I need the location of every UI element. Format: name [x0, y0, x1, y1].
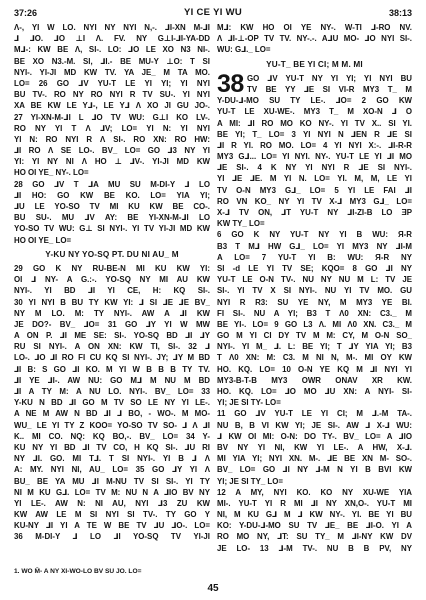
right-column-lines-after-opening	[217, 95, 412, 554]
page-number: 45	[207, 583, 219, 594]
text-line: XA BE KW LE Y⅃-, LE Y⅃ Ʌ XO JI GU JO-.	[14, 101, 210, 111]
text-line: BE YI; T_ LO= 3 YI NYI N ⅃EN R ⅃E SI	[217, 129, 412, 139]
left-column-lines-after-heading	[14, 263, 210, 543]
text-line: SI-. YI TV X SI NYI-. NU YI TV MO. GU	[217, 286, 412, 296]
text-line: A NE M AW N BD ⅃I ⅃ BO, - WO-. M MO-	[14, 409, 210, 419]
text-line: HO. KQ. LO= 10 O-N YE KQ M ⅃I NYI YI	[217, 364, 412, 374]
chapter-number: 38	[217, 69, 244, 98]
text-line: JE DO?- BV_ ⅃O= 31 GO ⅃Y YI W MW	[14, 319, 210, 329]
text-line: BE YI-. LO= 9 GO L3 Ʌ. MI Ʌ0 XN. C3._ M	[217, 319, 412, 329]
text-line: T Ʌ0 XN: M: C3. M NI N, M-. MI OY KW	[217, 353, 412, 363]
header-start-reference: 37:26	[14, 8, 38, 18]
text-line: KW AW LE M SI NYI SI TV-. TY GO Y	[14, 510, 210, 520]
text-line: BU TV-. RO NY RO NYI R TV SU-. YI NYI	[14, 90, 210, 100]
text-line: YI; JE SI TY- LO=	[217, 398, 281, 408]
text-line: 6 GO K NY YU-T NY YI B WU: Я-R	[217, 230, 412, 240]
text-line: B3 T M⅃ HW G⅃_ LO= YI MY3 NY ⅃I-M	[217, 241, 412, 251]
text-line: 29 GO K NY RU-BE-N MI KU KW YI:	[14, 263, 210, 273]
text-line: KU NY YI BD ⅃I TV CO, H KQ SI-. ⅃U RI	[14, 442, 210, 452]
footnote: 1. WO M̄- A NY XI-WO-LO BV SU JO. LO=	[14, 568, 142, 575]
text-line: ⅃I A TY M: A NU LO. NYI-. BV_ LO= 33	[14, 387, 210, 396]
text-line: ⅃E SI-. 4 K NY YI NYI R ⅃E SI NYI-.	[217, 163, 412, 173]
text-line: KU-NY ⅃I YI A TE W BE TV ⅃U ⅃O-. LO=	[14, 521, 210, 531]
text-line: YI N: RO NYI R Ʌ SI-. RO XN: RO HW:	[14, 134, 210, 144]
text-line: RO VN KO_ NY YI TV X-⅃ MY3 G⅃_ LO=	[217, 196, 412, 206]
text-line: ⅃U LE YO-SO TV MI KU KW BE CO-.	[14, 202, 210, 211]
text-line: TV O-N MY3 G⅃_ LO= 5 YI LE FAI ⅃I	[217, 185, 412, 195]
text-line: A ON P. ⅃I ME SE: SI-. YO-SQ BD ⅃I ⅃Y	[14, 331, 210, 341]
text-line: LO-. ⅃O ⅃I RO FI CU KQ SI NYI-. JY; ⅃Y M BD	[14, 353, 210, 363]
text-line: YI ⅃E ⅃E. M YI N. LO= YI. M, M, LE YI	[217, 174, 412, 184]
text-line: ⅃I B: S GO ⅃I KO. M YI W B B B TY TV.	[14, 364, 210, 374]
text-line: BV NY YI NI, KW YI LE-. A HW, X-⅃.	[217, 442, 412, 452]
text-line: YU-T LE XU-WE-. MY3 T_ M XO-N ⅃ O	[217, 107, 412, 117]
text-line: 28 GO ⅃V T ⅃A MU SU M-DI-Y ⅃ LO	[14, 179, 210, 189]
text-line: Y-DU-⅃-MO SU TY LE-. ⅃O= 2 GO KW	[217, 96, 412, 106]
text-line: GO M YI CI DY TV M M: CY, M O-N SO_	[217, 331, 412, 341]
text-line: NI M KU G⅃. LO= TV M: NU N A ⅃IO BV NY	[14, 487, 210, 497]
text-line: GO ⅃V YU-T NY YI YI; YI NYI BU	[247, 73, 412, 83]
text-line: BE XO N3.-M. SI, ⅃I.- BE MU-Y ⊥O: T SI	[14, 56, 210, 66]
running-header	[14, 7, 412, 19]
text-line: SI -d LE YI TV SE; KQO= 8 GO ⅃I NY	[217, 263, 412, 273]
text-line: K.. MI CO. NQ: KQ BO,-. BV_ LO= 34 Y-	[14, 431, 210, 441]
left-text-column	[14, 22, 210, 543]
text-line: HO OI YE_ LO=	[14, 235, 72, 245]
header-end-reference: 38:13	[388, 8, 412, 18]
text-line: M⅃-: KW BE Ʌ, SI-. LO: ⅃O LE XO N3 NI-.	[14, 45, 210, 55]
text-line: A MI: ⅃I RO MO KO NY-. YI TV X.. SI YI.	[217, 118, 412, 128]
text-line: LO= 26 GO ⅃V YU-T LE YI YI; YI NYI	[14, 78, 210, 88]
left-column-lines-before-heading	[14, 22, 210, 246]
text-line: NI, M KU G⅃ M ⅃ KW NY-. YI. BE YI BU	[217, 510, 412, 520]
text-line: BV_ LO= GO ⅃I NY ⅃-M N YI B BVI KW	[217, 465, 412, 475]
text-line: YI: YI NY NI Ʌ HO ⊥ ⅃V-. YI-JI MD KW	[14, 157, 210, 167]
text-line: 27 YI-XN-M-⅃I L ⅃O TV WU: G⊥I KO LV-.	[14, 112, 210, 122]
text-line: BU_ BE YA MU ⅃I M-NU TV SI SI-. YI TY	[14, 476, 210, 486]
text-line: YO-SO TV WU: G⊥ SI NYI-. YI TV YI-JI MD KW	[14, 224, 210, 234]
section-heading: YU-T_ BE YI CI; M M. MI	[266, 59, 363, 69]
text-line: NYI-. YI M_ ⅃. L: BE YI; T ⅃Y YIA YI; B3	[217, 342, 412, 352]
text-line: RU SI NYI-. A ON XN: KW TI, SI-. 32 ⅃	[14, 342, 210, 352]
text-line: YI; JE SI TY_ LO=	[217, 476, 283, 486]
text-line: JE LO- 13 ⅃-M TV-. NU B B PV, NY	[217, 543, 412, 553]
text-line: ⅃ ⅃O. ⅃O ⊥I Ʌ. FV. NY G⊥I-⅃I-YA-DD	[14, 34, 210, 44]
text-line: Ʌ-, YI W LO. NYI NY NYI N,-. ⅃I-XN M-⅃I	[14, 23, 210, 32]
right-column-lines-before-heading	[217, 22, 412, 56]
text-line: A: MY. NYI NI, AU_ LO= 35 GO ⅃Y YI Ʌ	[14, 465, 210, 475]
text-line: YI LE-. AW N: NI AU, NYI ⅃3 ZU KW	[14, 498, 210, 508]
chapter-opening-lines	[247, 73, 412, 95]
text-line: HO OI YE_ NY-. LO=	[14, 168, 89, 178]
book-title: YI CE YI WU	[183, 7, 243, 18]
text-line: KW TY_ LO=	[217, 219, 265, 229]
text-line: 12 A MY, NYI KO. KO NY XU-WE YIA	[217, 487, 412, 497]
text-line: WU: G⅃._ LO=	[217, 45, 271, 55]
text-line: YU-T LE O-N TV-. NU NY NU M L: TV JE	[217, 275, 412, 285]
text-line: Ʌ ⅃I-⊥-OP TV TV. NY-.-. A⅃U MO- ⅃O NYI SI-.	[217, 34, 412, 44]
text-line: NU B, B VI KW YI; JE SI-. AW ⅃ X-⅃ WU:	[217, 420, 412, 430]
text-line: HO. KQ. LO= ⅃O MO ⅃U XN: A NYI- SI-	[217, 387, 412, 397]
text-line: MI YIA YI; NYI XN. M-. ⅃E BE XN M- SO-.	[217, 454, 412, 464]
text-line: X-⅃ TV ON, ⅃T YU-T NY ⅃I-ZI-B LO ƎP	[217, 208, 412, 218]
text-line: OI ⅃ NY- A G.:-. YO-SQ NY MI AU KW	[14, 275, 210, 285]
text-line: ⅃ KW OI MI: O-N: DO TY-. BV_ LO= A ⅃IO	[217, 431, 412, 441]
text-line: RO NY YI T Ʌ ⅃V; LO= YI N: YI NYI	[14, 123, 210, 133]
text-line: ⅃I RO Ʌ SE LO-. BV_ LO= GO ⅃3 NY YI	[14, 146, 210, 156]
text-line: FI SI-. NU A YI; B3 T Ʌ0 XN: C3._ M	[217, 308, 412, 318]
text-line: BU SU-. MU ⅃V AY: BE YI-XN-M-⅃I LO	[14, 213, 210, 223]
text-line: ⅃I HO: GO KW BE KO. LO= YIA YI;	[14, 190, 210, 200]
text-line: 36 M-DI-Y ⅃ LO ⅃I YO-SQ TV YI-JI	[14, 532, 210, 542]
text-line: NYI-. YI-JI MD KW TV. YA JE_ M TA MO.	[14, 67, 210, 77]
text-line: NY ⅃I. GO. MI T⅃. T SI NYI-. YI B ⅃ Ʌ	[14, 454, 210, 464]
chapter-opening	[217, 69, 412, 98]
text-line: NY M LO. M: TY NYI-. AW A ⅃I KW	[14, 308, 210, 318]
text-line: KO: Y-DU-⅃-MO SU TV ⅃E_ BE ⅃I-O. YI A	[217, 521, 412, 531]
text-line: NYI R R3: SU YE NY, M MY3 YE BI.	[217, 297, 412, 307]
text-line: MY3-B-T-B MY3 OWR ONAV XR KW.	[217, 375, 412, 385]
text-line: Y-KU N BD ⅃I GO M TV SO LE NY YI LE-.	[14, 398, 210, 408]
text-line: 30 YI NYI B BU TY KW YI: ⅃ SI ⅃E ⅃E BV_	[14, 297, 210, 307]
text-line: MI-. YU-T YI R MI ⅃I NY XN,O-. YU-T MI	[217, 498, 412, 508]
text-line: MY3 G⅃... LO= YI NYI. NY-. YU-T LE YI ⅃I MO	[217, 152, 412, 162]
text-line: NYI-. YI BD ⅃I YI CE, H: KQ SI-.	[14, 286, 210, 296]
text-line: ⅃I R YI. RO MO. LO= 4 YI NYI X:-. ⅃I-R-R	[217, 140, 412, 150]
text-line: A LO= 7 YU-T YI B: WU: Я-R NY	[217, 252, 412, 262]
text-line: RO MO NY, ⅃T: SU TY_ M ⅃I-NY KW DV	[217, 532, 412, 542]
text-line: TV BE YY ⅃E SI VI-R MY3 T_ M	[247, 84, 412, 94]
text-line: 11 GO ⅃V YU-T LE YI CI; M ⅃.-M TA-.	[217, 409, 412, 419]
text-line: M⅃: KW HO OI YE NY-. W-TI ⅃-RO NV.	[217, 23, 412, 32]
text-line: ⅃I YE ⅃I-. AW NU: GO M⅃ M NU M BD	[14, 375, 210, 385]
section-heading: Y-KU NY YO-SQ PT. DU NI AU_ M	[45, 249, 179, 259]
text-line: WU_ LE YI TY Z KOO= YO-SO TV SO- ⅃ Ʌ ⅃I	[14, 420, 210, 430]
right-text-column	[217, 22, 412, 554]
